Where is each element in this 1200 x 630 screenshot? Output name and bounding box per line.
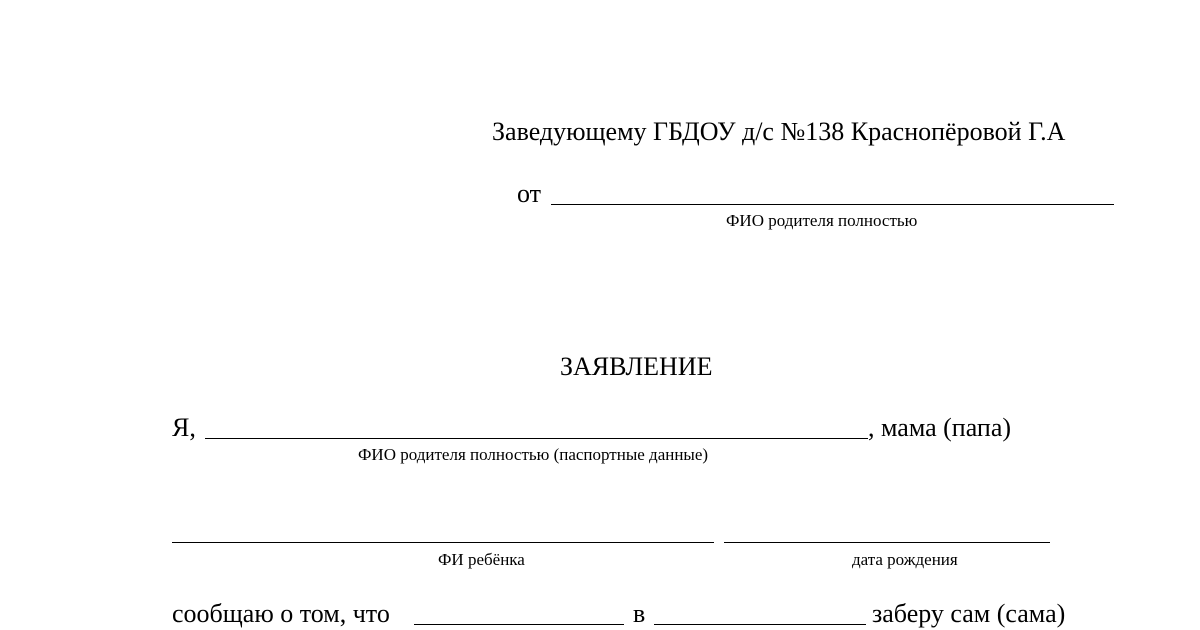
date-blank xyxy=(414,624,624,625)
birth-date-blank xyxy=(724,542,1050,543)
line3-prefix: сообщаю о том, что xyxy=(172,599,390,628)
child-name-caption: ФИ ребёнка xyxy=(438,550,525,569)
from-name-blank xyxy=(551,204,1114,205)
child-name-blank xyxy=(172,542,714,543)
time-blank xyxy=(654,624,866,625)
line3-suffix: заберу сам (сама) xyxy=(872,599,1066,628)
birth-date-caption: дата рождения xyxy=(852,550,958,569)
parent-name-blank xyxy=(205,438,868,439)
from-label: от xyxy=(517,179,542,208)
addressee-text: Заведующему ГБДОУ д/с №138 Краснопёровой Г.А xyxy=(492,117,1066,146)
line1-suffix: , мама (папа) xyxy=(868,413,1012,442)
parent-name-caption: ФИО родителя полностью (паспортные данные) xyxy=(358,445,709,464)
document-title: ЗАЯВЛЕНИЕ xyxy=(560,352,713,381)
from-caption: ФИО родителя полностью xyxy=(726,211,918,230)
line3-middle: в xyxy=(633,599,646,628)
line1-prefix: Я, xyxy=(172,413,196,442)
